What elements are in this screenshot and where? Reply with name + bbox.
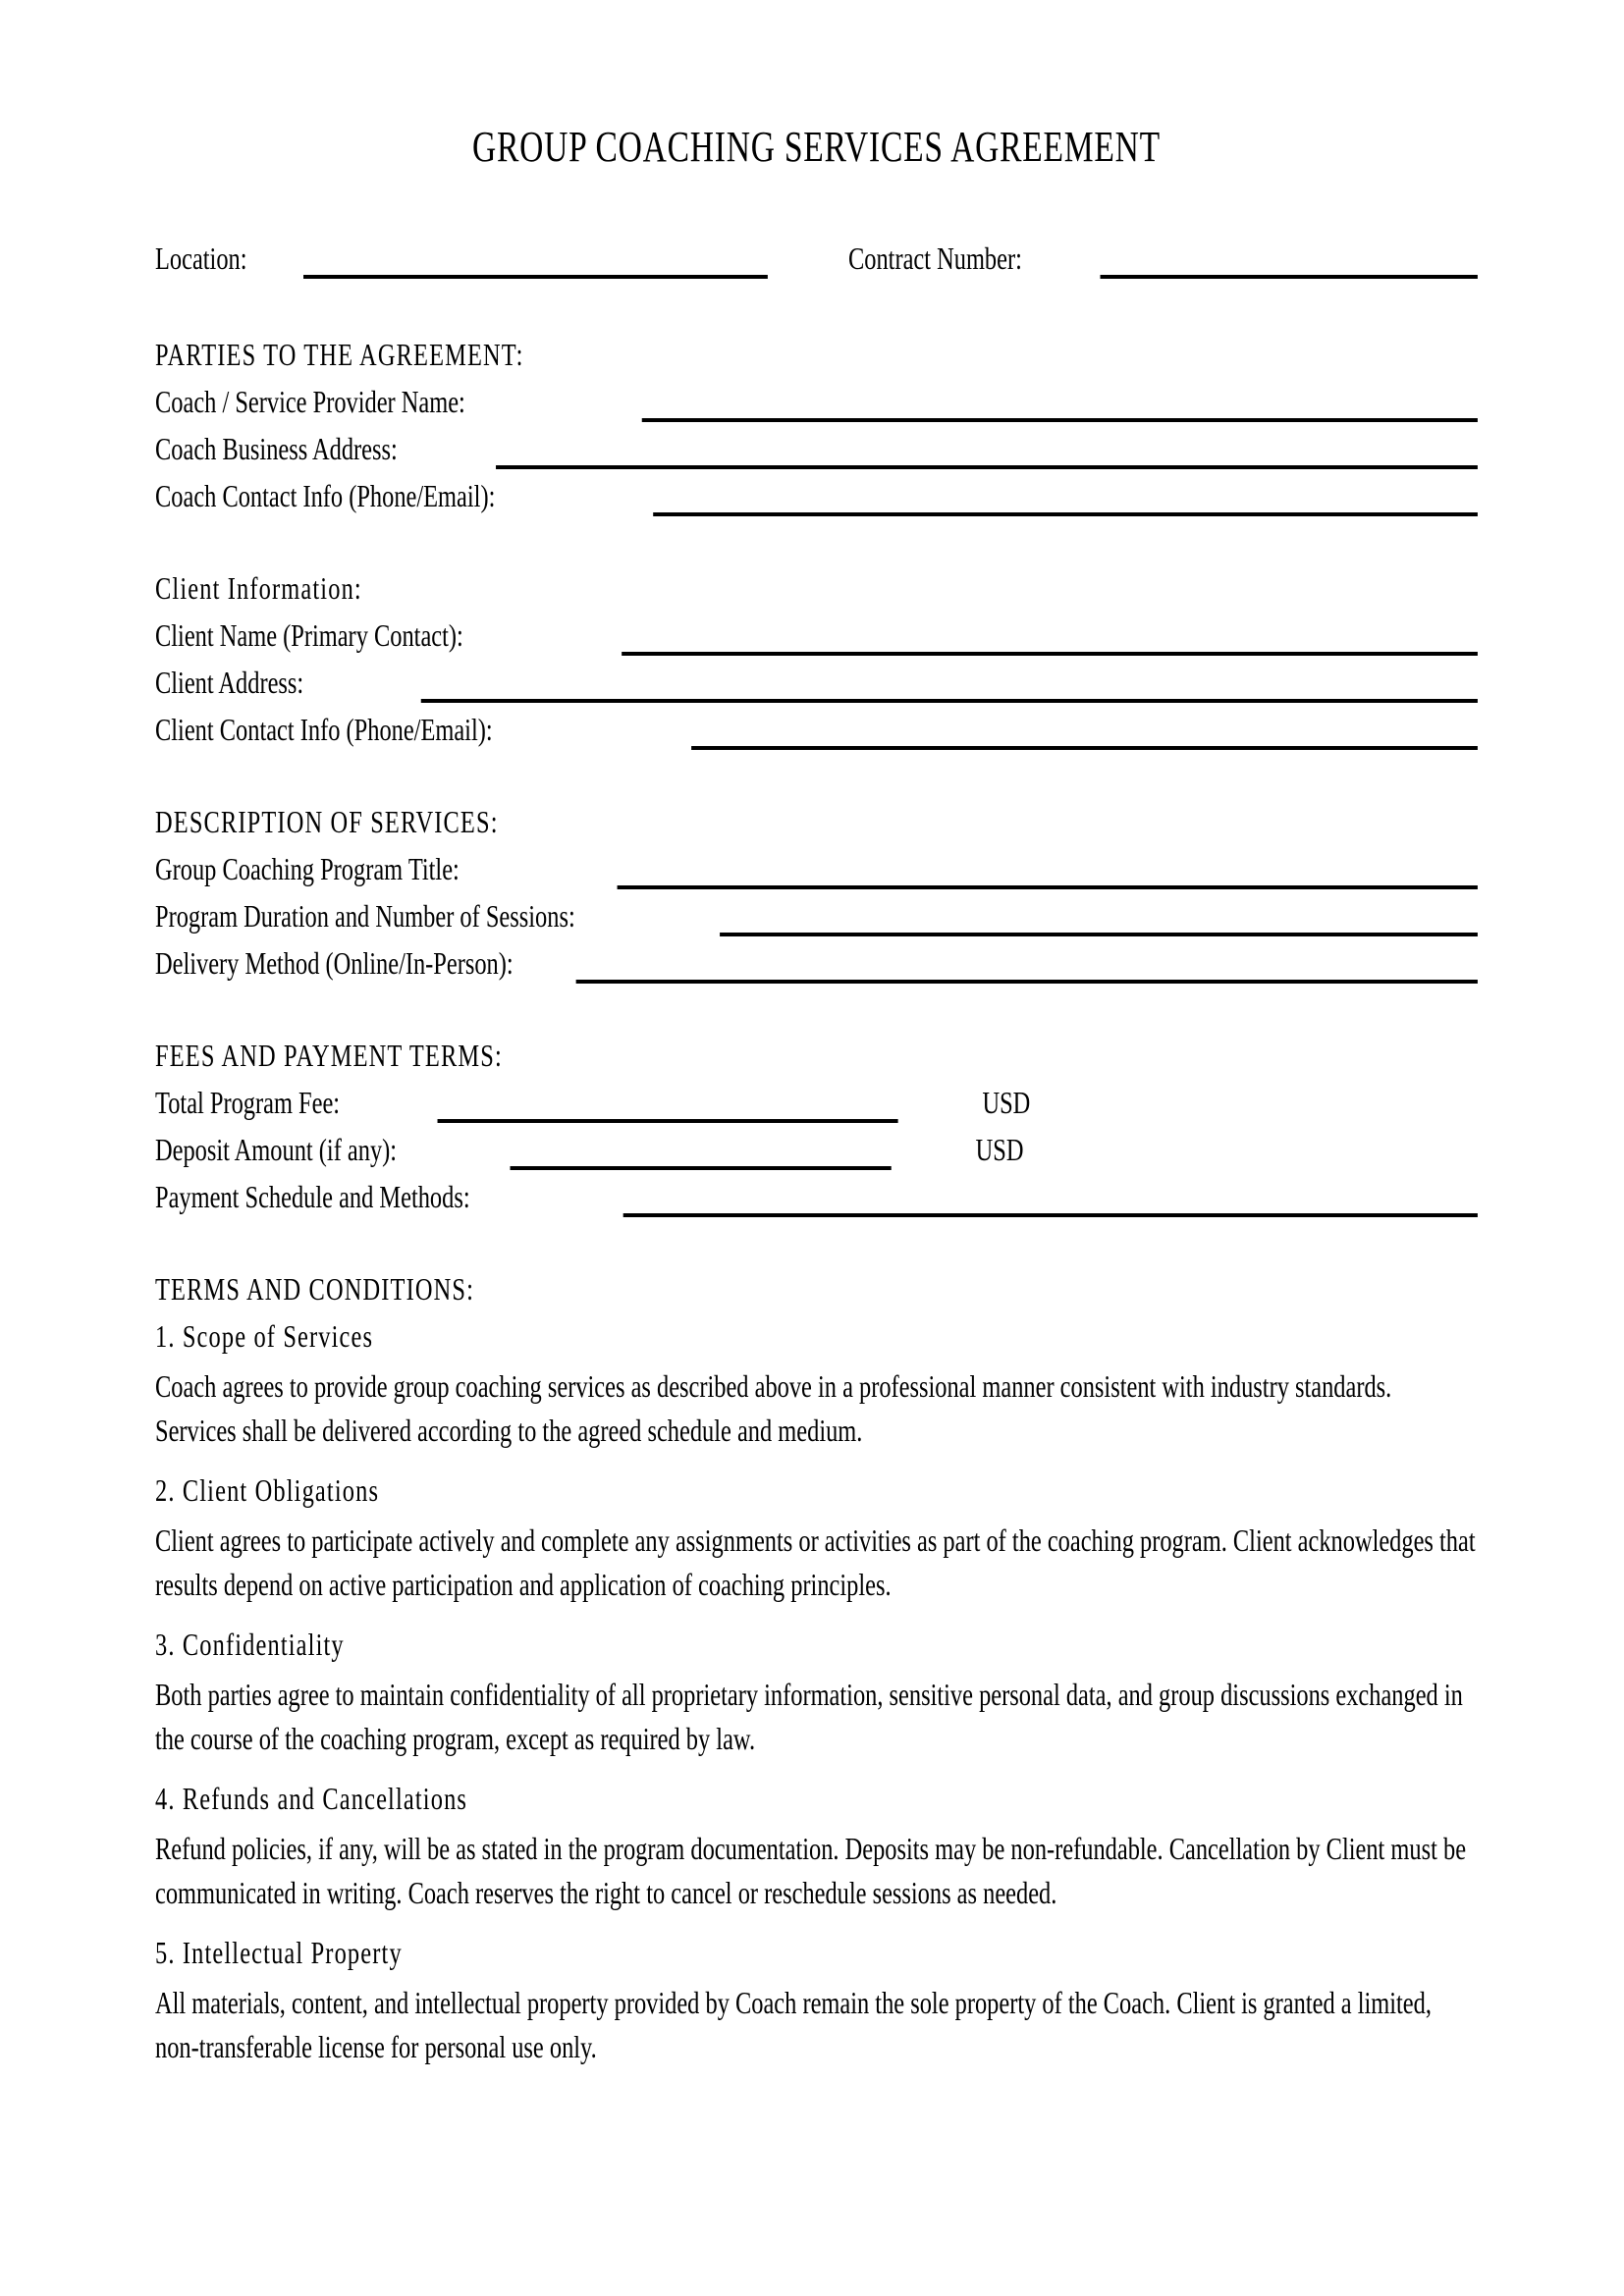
- clause-confidentiality: [155, 1628, 1478, 1761]
- header-fields-row: [155, 241, 1478, 275]
- clause-5-title: 5. Intellectual Property: [155, 1935, 403, 1970]
- contract-number-label: Contract Number:: [847, 240, 1022, 276]
- clause-3-title: 3. Confidentiality: [155, 1627, 345, 1662]
- total-fee-currency: USD: [982, 1085, 1031, 1120]
- total-fee-row: [155, 1086, 1478, 1119]
- clause-refunds-cancellations: [155, 1782, 1478, 1915]
- deposit-currency: USD: [975, 1132, 1024, 1167]
- program-title-row: [155, 852, 1478, 885]
- clause-intellectual-property: [155, 1936, 1478, 2069]
- coach-contact-row: [155, 479, 1478, 512]
- deposit-label: Deposit Amount (if any):: [155, 1132, 398, 1167]
- deposit-fill-line[interactable]: [510, 1166, 891, 1170]
- terms-heading: TERMS AND CONDITIONS:: [155, 1271, 475, 1307]
- client-address-row: [155, 666, 1478, 699]
- delivery-method-label: Delivery Method (Online/In-Person):: [155, 945, 514, 981]
- delivery-method-row: [155, 946, 1478, 980]
- clause-client-obligations: [155, 1473, 1478, 1607]
- parties-heading: PARTIES TO THE AGREEMENT:: [155, 337, 524, 372]
- total-fee-fill-line[interactable]: [437, 1119, 897, 1123]
- coach-name-fill-line[interactable]: [642, 418, 1478, 422]
- client-name-label: Client Name (Primary Contact):: [155, 617, 463, 653]
- clause-1-title: 1. Scope of Services: [155, 1318, 374, 1354]
- coach-name-label: Coach / Service Provider Name:: [155, 384, 465, 419]
- client-address-label: Client Address:: [155, 665, 304, 700]
- client-name-row: [155, 618, 1478, 652]
- clause-2-title: 2. Client Obligations: [155, 1472, 380, 1508]
- client-name-fill-line[interactable]: [623, 652, 1478, 656]
- delivery-method-fill-line[interactable]: [576, 980, 1478, 984]
- clause-2-body: Client agrees to participate actively and complete any assignments or activities as part of the coaching program. Client acknowledges that results depend on active participation and application of coaching principles.: [155, 1522, 1476, 1602]
- coach-address-row: [155, 432, 1478, 465]
- program-title-label: Group Coaching Program Title:: [155, 851, 460, 886]
- clause-3-body: Both parties agree to maintain confidentiality of all proprietary information, sensitive personal data, and group discussions exchanged in the course of the coaching program, except as required by law.: [155, 1677, 1463, 1756]
- clause-4-title: 4. Refunds and Cancellations: [155, 1781, 468, 1816]
- clause-5-body: All materials, content, and intellectual property provided by Coach remain the sole property of the Coach. Client is granted a limited, non-transferable license for personal use only.: [155, 1985, 1432, 2064]
- coach-contact-fill-line[interactable]: [653, 512, 1478, 516]
- program-duration-fill-line[interactable]: [720, 933, 1478, 936]
- program-duration-row: [155, 899, 1478, 933]
- payment-schedule-row: [155, 1180, 1478, 1213]
- program-duration-label: Program Duration and Number of Sessions:: [155, 898, 575, 934]
- location-label: Location:: [155, 240, 247, 276]
- client-address-fill-line[interactable]: [421, 699, 1478, 703]
- coach-address-label: Coach Business Address:: [155, 431, 398, 466]
- client-contact-fill-line[interactable]: [691, 746, 1478, 750]
- location-fill-line[interactable]: [303, 275, 768, 279]
- coach-name-row: [155, 385, 1478, 418]
- deposit-row: [155, 1133, 1478, 1166]
- clause-scope-of-services: [155, 1319, 1478, 1453]
- services-heading: DESCRIPTION OF SERVICES:: [155, 804, 499, 839]
- clause-4-body: Refund policies, if any, will be as stated in the program documentation. Deposits may be non-refundable. Cancellation by Client must be communicated in writing. Coach reserves the right to cancel or reschedule sessions as needed.: [155, 1831, 1467, 1910]
- program-title-fill-line[interactable]: [618, 885, 1478, 889]
- coach-address-fill-line[interactable]: [496, 465, 1478, 469]
- payment-schedule-fill-line[interactable]: [623, 1213, 1478, 1217]
- clause-1-body: Coach agrees to provide group coaching services as described above in a professional manner consistent with industry standards. Services shall be delivered according to the agreed schedule and medium.: [155, 1368, 1392, 1448]
- fees-heading: FEES AND PAYMENT TERMS:: [155, 1038, 503, 1073]
- client-contact-row: [155, 713, 1478, 746]
- coach-contact-label: Coach Contact Info (Phone/Email):: [155, 478, 496, 513]
- document-title: GROUP COACHING SERVICES AGREEMENT: [472, 123, 1161, 171]
- client-info-heading: Client Information:: [155, 570, 362, 606]
- client-contact-label: Client Contact Info (Phone/Email):: [155, 712, 493, 747]
- payment-schedule-label: Payment Schedule and Methods:: [155, 1179, 470, 1214]
- document-content: [155, 123, 1478, 2069]
- contract-number-fill-line[interactable]: [1100, 275, 1478, 279]
- total-fee-label: Total Program Fee:: [155, 1085, 341, 1120]
